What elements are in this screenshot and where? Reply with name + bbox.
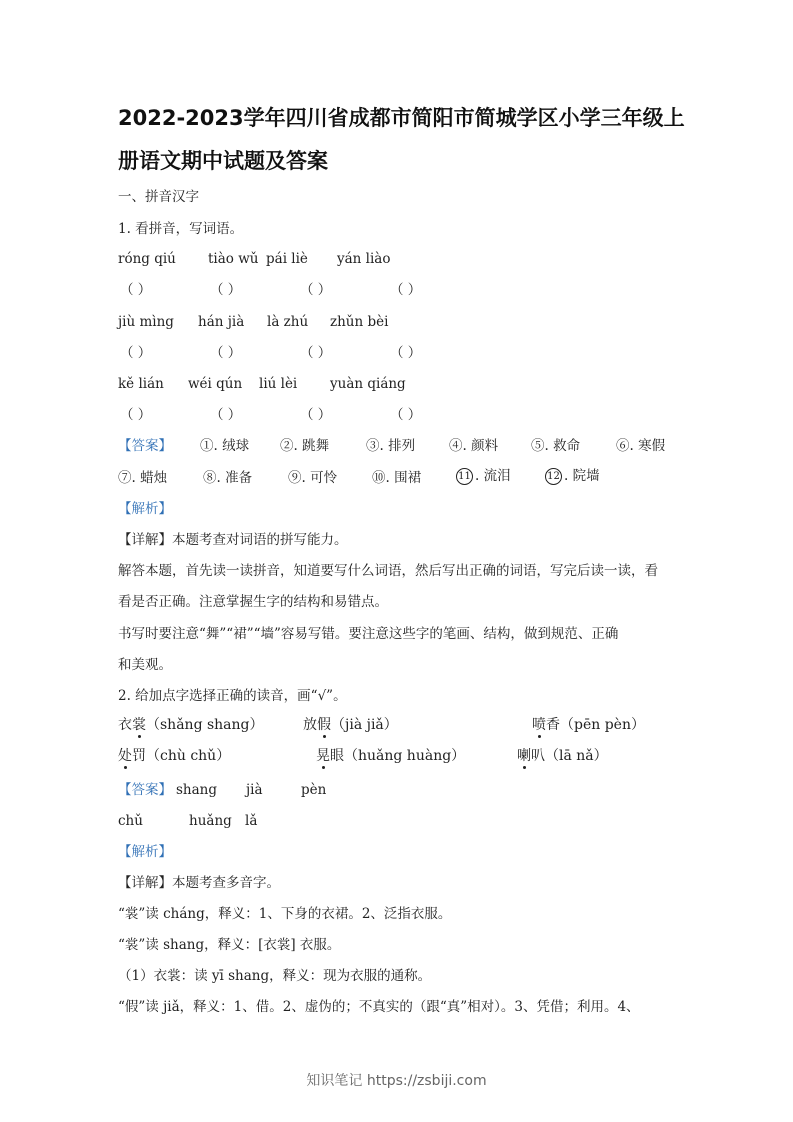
answer-blank: （ ）	[210, 282, 242, 298]
answer-blank: （ ）	[390, 407, 422, 423]
answer-item	[118, 469, 167, 487]
document-title-line-1: 2022-2023学年四川省成都市简阳市简城学区小学三年级上	[118, 106, 685, 130]
detail-text: 【详解】本题考查多音字。	[118, 875, 280, 891]
answer-text: . 院墙	[564, 468, 600, 484]
item-options: （shǎng shang）	[146, 717, 264, 733]
answer-number: 11	[456, 468, 473, 485]
paragraph: （1）衣裳：读 yī shang，释义：现为衣服的通称。	[118, 968, 432, 984]
pinyin-item: kě lián	[118, 376, 164, 392]
answer-item: lǎ	[245, 813, 258, 829]
paragraph: “裳”读 shang，释义：[衣裳] 衣服。	[118, 937, 341, 953]
answer-number: ⑦	[118, 470, 132, 486]
answer-item: ⑥. 寒假	[616, 438, 666, 454]
answer-item: jià	[246, 782, 263, 798]
pinyin-item: yuàn qiáng	[330, 376, 406, 392]
answer-item: pèn	[301, 782, 327, 798]
answer-label: 【答案】	[118, 782, 172, 798]
answer-blank: （ ）	[390, 345, 422, 361]
pinyin-item: róng qiú	[118, 251, 176, 267]
analysis-label: 【解析】	[118, 844, 172, 860]
answer-item	[545, 467, 600, 485]
answer-text: . 蜡烛	[131, 470, 168, 486]
dotted-char: 喷	[532, 717, 546, 733]
item-options: 叭（lā nǎ）	[531, 748, 608, 764]
pinyin-item: hán jià	[198, 314, 245, 330]
answer-item: ④. 颜料	[449, 438, 499, 454]
pronunciation-item	[118, 747, 230, 765]
answer-item: ③. 排列	[366, 438, 416, 454]
paragraph: 解答本题，首先读一读拼音，知道要写什么词语，然后写出正确的词语，写完后读一读，看	[118, 563, 658, 579]
answer-item: huǎng	[189, 813, 232, 829]
pinyin-item: tiào wǔ	[208, 251, 259, 267]
item-options: 罚（chù chǔ）	[132, 748, 231, 764]
answer-item: ⑤. 救命	[531, 438, 581, 454]
pronunciation-item	[303, 716, 398, 734]
answer-text: . 围裙	[385, 470, 422, 486]
question-1: 1. 看拼音，写词语。	[118, 221, 244, 237]
answer-item	[372, 469, 421, 487]
footer-watermark: 知识笔记 https://zsbiji.com	[306, 1073, 487, 1089]
answer-item: chǔ	[118, 813, 143, 829]
pinyin-item: wéi qún	[188, 376, 243, 392]
answer-item: ①. 绒球	[200, 438, 250, 454]
answer-blank: （ ）	[120, 345, 152, 361]
item-prefix: 放	[303, 717, 317, 733]
document-title-line-2: 册语文期中试题及答案	[118, 149, 328, 173]
detail-text: 【详解】本题考查对词语的拼写能力。	[118, 532, 348, 548]
pinyin-item: liú lèi	[259, 376, 298, 392]
pinyin-item: jiù mìng	[118, 314, 174, 330]
pinyin-item: là zhú	[267, 314, 309, 330]
paragraph: “裳”读 cháng，释义：1、下身的衣裙。2、泛指衣服。	[118, 906, 452, 922]
answer-item: ②. 跳舞	[280, 438, 330, 454]
paragraph: “假”读 jiǎ，释义：1、借。2、虚伪的；不真实的（跟“真”相对）。3、凭借；利用。4、	[118, 999, 640, 1015]
answer-blank: （ ）	[390, 282, 422, 298]
paragraph: 和美观。	[118, 657, 172, 673]
analysis-label: 【解析】	[118, 501, 172, 517]
item-options: 香（pēn pèn）	[546, 717, 645, 733]
item-prefix: 衣	[118, 717, 132, 733]
answer-label: 【答案】	[118, 438, 172, 454]
answer-blank: （ ）	[210, 345, 242, 361]
answer-blank: （ ）	[300, 407, 332, 423]
paragraph: 看是否正确。注意掌握生字的结构和易错点。	[118, 594, 388, 610]
answer-text: . 准备	[216, 470, 253, 486]
dotted-char: 晃	[316, 748, 330, 764]
answer-item	[456, 467, 511, 485]
pronunciation-item	[532, 716, 645, 734]
answer-number: ⑩	[372, 470, 386, 486]
answer-blank: （ ）	[300, 282, 332, 298]
item-options: （jià jiǎ）	[331, 717, 398, 733]
pinyin-item: zhǔn bèi	[330, 314, 389, 330]
answer-blank: （ ）	[210, 407, 242, 423]
answer-blank: （ ）	[120, 282, 152, 298]
dotted-char: 裳	[132, 717, 146, 733]
pinyin-item: yán liào	[337, 251, 391, 267]
item-options: 眼（huǎng huàng）	[330, 748, 466, 764]
section-heading: 一、拼音汉字	[118, 189, 199, 205]
answer-text: . 可怜	[301, 470, 338, 486]
answer-item: shang	[176, 782, 218, 798]
answer-number: 12	[545, 468, 562, 485]
dotted-char: 喇	[517, 748, 531, 764]
dotted-char: 处	[118, 748, 132, 764]
answer-number: ⑨	[288, 470, 302, 486]
answer-number: ⑧	[203, 470, 217, 486]
pronunciation-item	[118, 716, 264, 734]
answer-blank: （ ）	[120, 407, 152, 423]
pronunciation-item	[316, 747, 465, 765]
answer-item	[203, 469, 252, 487]
answer-blank: （ ）	[300, 345, 332, 361]
paragraph: 书写时要注意“舞”“裙”“墙”容易写错。要注意这些字的笔画、结构，做到规范、正确	[118, 626, 619, 642]
answer-text: . 流泪	[475, 468, 511, 484]
question-2: 2. 给加点字选择正确的读音，画“√”。	[118, 688, 347, 704]
dotted-char: 假	[317, 717, 331, 733]
answer-item	[288, 469, 337, 487]
pronunciation-item	[517, 747, 608, 765]
pinyin-item: pái liè	[266, 251, 308, 267]
